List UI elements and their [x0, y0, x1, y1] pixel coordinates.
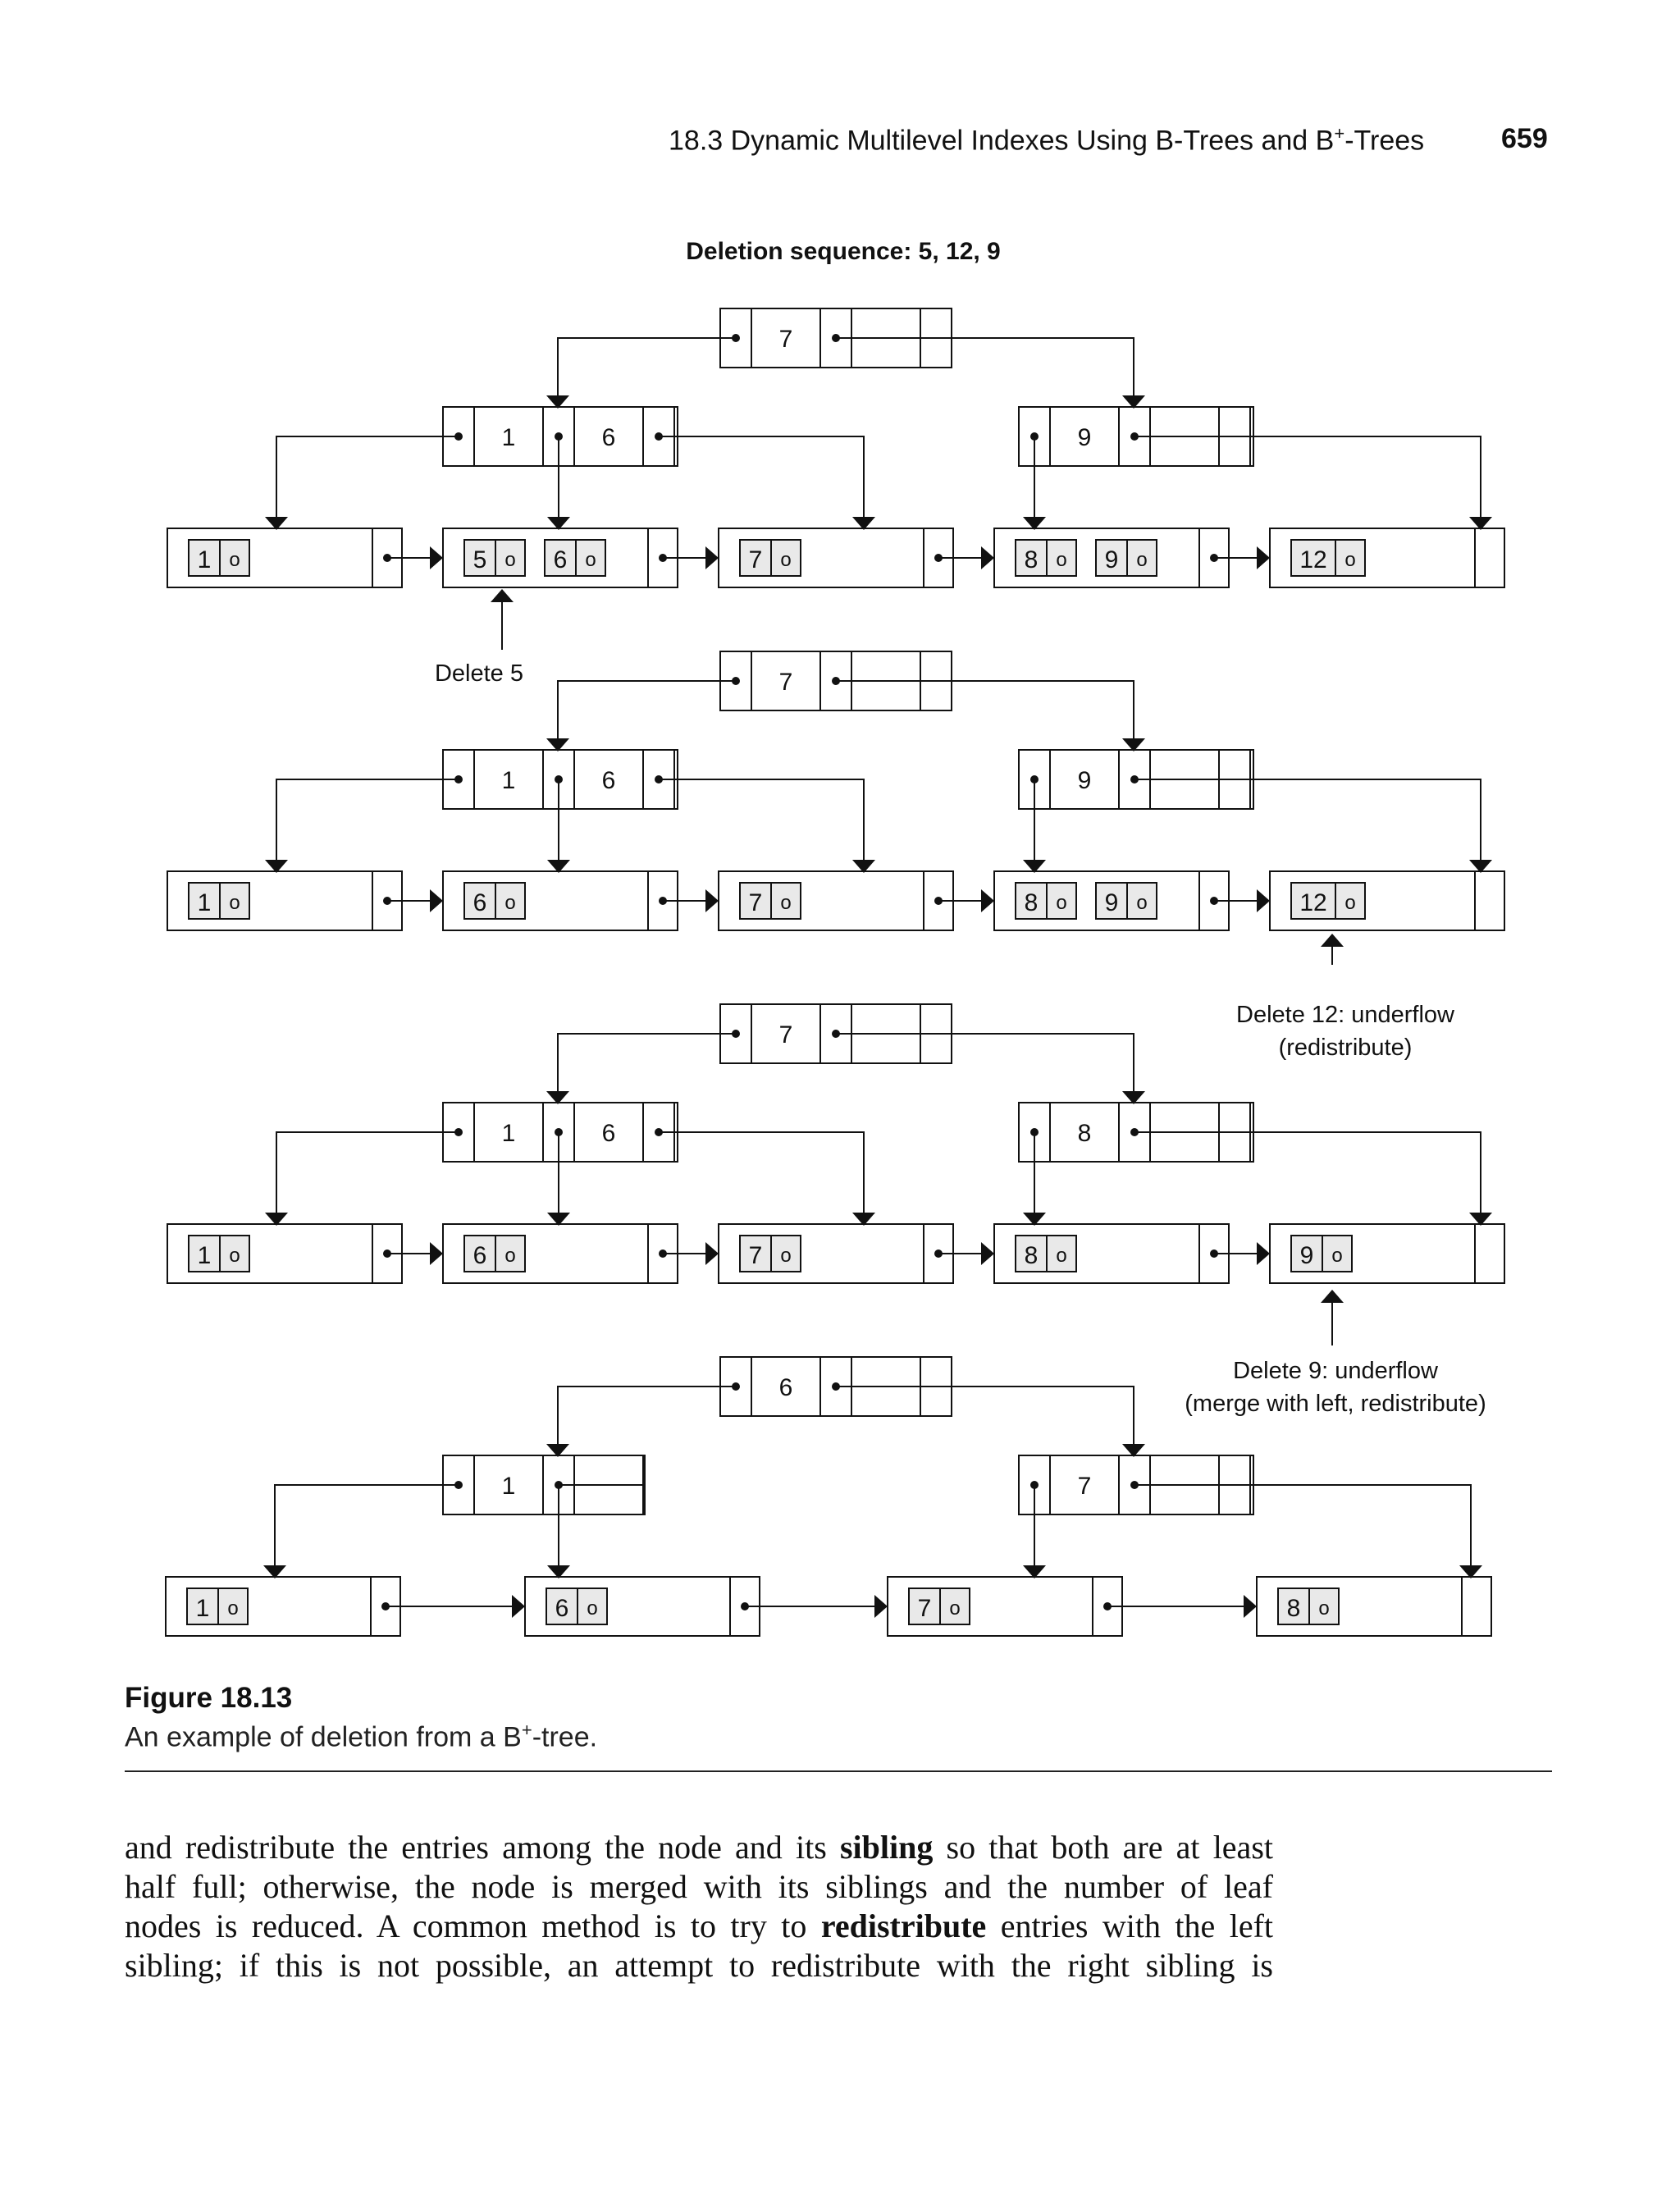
- record-pointer-mark: o: [229, 549, 240, 571]
- record-pointer-mark: o: [780, 1245, 792, 1267]
- node-key: 6: [601, 767, 616, 794]
- leaf-node: [888, 1577, 1122, 1636]
- leaf-entry: [1096, 540, 1157, 576]
- node-key: 7: [778, 669, 793, 696]
- root-left-pointer: [558, 1387, 736, 1455]
- internal-child-pointer: [659, 1132, 864, 1224]
- leaf-node: [719, 528, 953, 587]
- running-head-tail: -Trees: [1344, 125, 1425, 157]
- leaf-key: 1: [197, 546, 212, 573]
- tree-stages: [166, 308, 1504, 1636]
- internal-child-pointer: [659, 779, 864, 871]
- leaf-key: 12: [1299, 889, 1327, 916]
- leaf-entry: [1291, 883, 1365, 919]
- internal-child-pointer: [275, 1485, 459, 1577]
- leaf-node: [1270, 1224, 1504, 1283]
- record-pointer-mark: o: [229, 1245, 240, 1267]
- record-pointer-mark: o: [504, 1245, 516, 1267]
- running-head-sup: +: [1334, 123, 1345, 144]
- leaf-entry: [464, 883, 525, 919]
- leaf-node: [994, 871, 1229, 930]
- leaf-key: 8: [1024, 546, 1039, 573]
- caption-text: An example of deletion from a B: [125, 1721, 522, 1753]
- record-pointer-mark: o: [1056, 892, 1067, 914]
- term-sibling: sibling: [839, 1829, 934, 1866]
- body-line-1: and redistribute the entries among the node and its sibling so that both are at least: [125, 1829, 1273, 1866]
- leaf-key: 9: [1104, 546, 1119, 573]
- leaf-key: 12: [1299, 546, 1327, 573]
- leaf-entry: [546, 1588, 607, 1624]
- leaf-key: 7: [917, 1595, 932, 1622]
- root-left-pointer: [558, 681, 736, 750]
- node-key: 1: [501, 424, 516, 451]
- tree-stage-2: [167, 651, 1504, 930]
- delete9-label-line1: Delete 9: underflow: [1233, 1358, 1438, 1384]
- leaf-key: 1: [195, 1595, 210, 1622]
- internal-node: [443, 407, 678, 466]
- internal-child-pointer: [276, 1132, 459, 1224]
- figure-title: Deletion sequence: 5, 12, 9: [686, 238, 1001, 265]
- leaf-node: [994, 528, 1229, 587]
- leaf-entry: [189, 540, 249, 576]
- record-pointer-mark: o: [229, 892, 240, 914]
- figure-caption: [125, 1720, 597, 1753]
- delete12-label-line2: (redistribute): [1278, 1035, 1413, 1061]
- record-pointer-mark: o: [504, 892, 516, 914]
- record-pointer-mark: o: [949, 1597, 961, 1620]
- node-key: 6: [601, 424, 616, 451]
- leaf-node: [719, 1224, 953, 1283]
- body-paragraph: [125, 1828, 1273, 1985]
- node-key: 6: [601, 1120, 616, 1147]
- delete12-label-line1: Delete 12: underflow: [1236, 1002, 1454, 1028]
- internal-node: [443, 1103, 678, 1162]
- node-key: 1: [501, 1120, 516, 1147]
- record-pointer-mark: o: [585, 549, 596, 571]
- leaf-node: [443, 528, 678, 587]
- record-pointer-mark: o: [1344, 549, 1356, 571]
- leaf-entry: [1016, 540, 1076, 576]
- leaf-key: 6: [555, 1595, 569, 1622]
- caption-tail: -tree.: [532, 1721, 598, 1753]
- leaf-entry: [464, 1236, 525, 1272]
- leaf-key: 7: [748, 546, 763, 573]
- term-redistribute: redistribute: [820, 1907, 987, 1944]
- leaf-node: [167, 871, 402, 930]
- record-pointer-mark: o: [587, 1597, 598, 1620]
- body-line-3: nodes is reduced. A common method is to try to redistribute entries with the left: [125, 1907, 1274, 1944]
- node-key: 7: [778, 1021, 793, 1048]
- leaf-node: [443, 871, 678, 930]
- record-pointer-mark: o: [1136, 549, 1148, 571]
- record-pointer-mark: o: [1331, 1245, 1343, 1267]
- record-pointer-mark: o: [1056, 1245, 1067, 1267]
- record-pointer-mark: o: [1318, 1597, 1330, 1620]
- internal-child-pointer: [276, 779, 459, 871]
- record-pointer-mark: o: [1136, 892, 1148, 914]
- caption-rule: [125, 1770, 1552, 1772]
- leaf-key: 1: [197, 1242, 212, 1269]
- leaf-entry: [1016, 883, 1076, 919]
- node-key: 9: [1077, 424, 1092, 451]
- leaf-key: 9: [1104, 889, 1119, 916]
- node-key: 6: [778, 1374, 793, 1401]
- leaf-entry: [740, 540, 801, 576]
- leaf-key: 9: [1299, 1242, 1314, 1269]
- leaf-key: 5: [472, 546, 487, 573]
- leaf-entry: [1016, 1236, 1076, 1272]
- leaf-key: 6: [472, 1242, 487, 1269]
- running-head-text: 18.3 Dynamic Multilevel Indexes Using B-Trees and B: [669, 125, 1335, 157]
- leaf-node: [443, 1224, 678, 1283]
- leaf-entry: [189, 1236, 249, 1272]
- internal-child-pointer: [276, 436, 459, 528]
- node-key: 8: [1077, 1120, 1092, 1147]
- leaf-entry: [464, 540, 525, 576]
- leaf-entry: [740, 1236, 801, 1272]
- leaf-node: [167, 528, 402, 587]
- page-number: 659: [1501, 123, 1548, 154]
- leaf-node: [525, 1577, 760, 1636]
- record-pointer-mark: o: [1056, 549, 1067, 571]
- record-pointer-mark: o: [227, 1597, 239, 1620]
- record-pointer-mark: o: [780, 892, 792, 914]
- deletion-annotations: [435, 591, 1486, 1417]
- internal-child-pointer: [659, 436, 864, 528]
- leaf-key: 7: [748, 889, 763, 916]
- delete5-label: Delete 5: [434, 660, 524, 687]
- root-left-pointer: [558, 338, 736, 407]
- leaf-entry: [545, 540, 605, 576]
- figure-label: Figure 18.13: [125, 1682, 293, 1714]
- leaf-node: [719, 871, 953, 930]
- leaf-key: 8: [1024, 889, 1039, 916]
- leaf-entry: [740, 883, 801, 919]
- leaf-entry: [909, 1588, 970, 1624]
- record-pointer-mark: o: [504, 549, 516, 571]
- leaf-entry: [1096, 883, 1157, 919]
- leaf-node: [1257, 1577, 1491, 1636]
- record-pointer-mark: o: [780, 549, 792, 571]
- leaf-node: [1270, 528, 1504, 587]
- leaf-key: 6: [472, 889, 487, 916]
- node-key: 1: [501, 1473, 516, 1500]
- node-key: 9: [1077, 767, 1092, 794]
- root-left-pointer: [558, 1034, 736, 1103]
- tree-stage-1: [167, 308, 1504, 587]
- leaf-key: 1: [197, 889, 212, 916]
- leaf-entry: [1291, 540, 1365, 576]
- internal-node: [443, 750, 678, 809]
- node-key: 7: [1077, 1473, 1092, 1500]
- leaf-key: 8: [1286, 1595, 1301, 1622]
- internal-node: [443, 1455, 645, 1514]
- leaf-key: 8: [1024, 1242, 1039, 1269]
- leaf-entry: [189, 883, 249, 919]
- delete9-label-line2: (merge with left, redistribute): [1185, 1391, 1486, 1417]
- leaf-key: 7: [748, 1242, 763, 1269]
- leaf-node: [1270, 871, 1504, 930]
- leaf-node: [167, 1224, 402, 1283]
- body-line-2: half full; otherwise, the node is merged with its siblings and the number of leaf: [125, 1868, 1273, 1905]
- caption-sup: +: [521, 1720, 532, 1740]
- body-line-4: sibling; if this is not possible, an attempt to redistribute with the right sibling is: [125, 1947, 1273, 1984]
- leaf-entry: [187, 1588, 248, 1624]
- record-pointer-mark: o: [1344, 892, 1356, 914]
- leaf-node: [166, 1577, 400, 1636]
- leaf-node: [994, 1224, 1229, 1283]
- leaf-entry: [1278, 1588, 1339, 1624]
- leaf-key: 6: [553, 546, 568, 573]
- node-key: 1: [501, 767, 516, 794]
- leaf-entry: [1291, 1236, 1352, 1272]
- node-key: 7: [778, 326, 793, 353]
